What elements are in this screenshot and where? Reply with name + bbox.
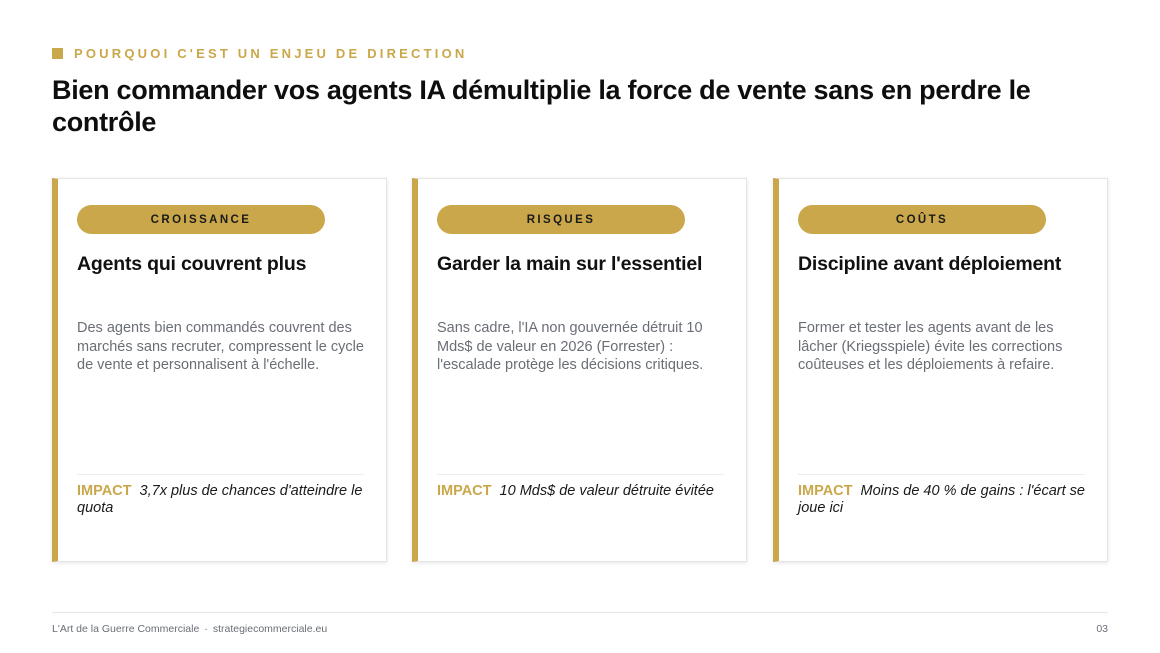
page-title: Bien commander vos agents IA démultiplie la force de vente sans en perdre le contrôle — [52, 75, 1031, 137]
impact-text: 10 Mds$ de valeur détruite évitée — [499, 483, 714, 499]
card-title: Discipline avant déploiement — [798, 253, 1062, 275]
impact-label: IMPACT — [798, 483, 853, 499]
footer-divider — [52, 612, 1108, 613]
card-body: Des agents bien commandés couvrent des marchés sans recruter, compressent le cycle de vente et personnalisent à l'échelle. — [77, 320, 364, 373]
card-croissance — [52, 178, 387, 562]
impact-label: IMPACT — [437, 483, 492, 499]
cards-row — [52, 178, 1108, 562]
card-divider — [798, 474, 1085, 475]
footer-brand: L'Art de la Guerre Commerciale — [52, 623, 200, 635]
eyebrow-text: POURQUOI C'EST UN ENJEU DE DIRECTION — [74, 46, 468, 61]
card-impact — [437, 483, 727, 500]
card-title: Agents qui couvrent plus — [77, 253, 307, 275]
footer-site: strategiecommerciale.eu — [212, 623, 328, 635]
card-body: Sans cadre, l'IA non gouvernée détruit 10 Mds$ de valeur en 2026 (Forrester) : l'escalade protège les décisions critiques. — [437, 320, 704, 373]
impact-text: Moins de 40 % de gains : l'écart se joue ici — [798, 483, 1085, 516]
card-risques — [412, 178, 747, 562]
card-divider — [437, 474, 724, 475]
impact-text: 3,7x plus de chances d'atteindre le quota — [77, 483, 363, 516]
card-impact — [77, 483, 367, 516]
card-tag: CROISSANCE — [77, 205, 325, 234]
card-impact — [798, 483, 1088, 516]
impact-label: IMPACT — [77, 483, 132, 499]
eyebrow-square-icon — [52, 48, 63, 59]
card-title: Garder la main sur l'essentiel — [437, 253, 703, 275]
card-tag: COÛTS — [798, 205, 1046, 234]
page-number: 03 — [1096, 623, 1108, 635]
card-divider — [77, 474, 364, 475]
footer-separator: · — [204, 623, 208, 635]
card-body: Former et tester les agents avant de les lâcher (Kriegsspiele) évite les corrections coûteuses et les déploiements à refaire. — [798, 320, 1063, 373]
footer-credits — [52, 623, 327, 635]
card-tag: RISQUES — [437, 205, 685, 234]
card-couts — [773, 178, 1108, 562]
eyebrow — [52, 46, 468, 61]
